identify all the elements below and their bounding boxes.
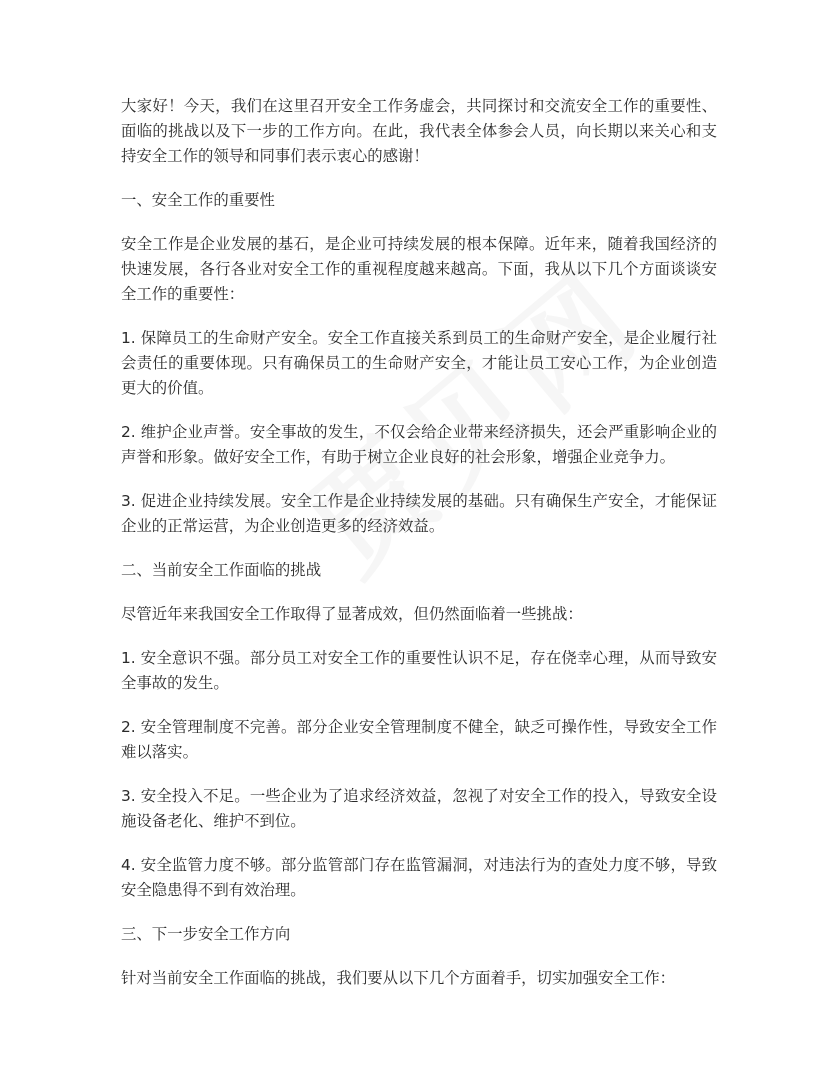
section2-item-2: 2. 安全管理制度不完善。部分企业安全管理制度不健全，缺乏可操作性，导致安全工作难以落实。 xyxy=(121,718,717,761)
section3-intro: 针对当前安全工作面临的挑战，我们要从以下几个方面着手，切实加强安全工作： xyxy=(121,969,676,987)
section2-item-1: 1. 安全意识不强。部分员工对安全工作的重要性认识不足，存在侥幸心理，从而导致安全事故的发生。 xyxy=(121,649,717,692)
section1-item-3: 3. 促进企业持续发展。安全工作是企业持续发展的基础。只有确保生产安全，才能保证企业的正常运营，为企业创造更多的经济效益。 xyxy=(121,492,717,535)
document-body xyxy=(121,94,717,1010)
section2-item-3: 3. 安全投入不足。一些企业为了追求经济效益，忽视了对安全工作的投入，导致安全设施设备老化、维护不到位。 xyxy=(121,787,717,830)
section2-intro: 尽管近年来我国安全工作取得了显著成效，但仍然面临着一些挑战： xyxy=(121,605,583,623)
section2-heading: 二、当前安全工作面临的挑战 xyxy=(121,561,322,579)
section3-heading: 三、下一步安全工作方向 xyxy=(121,925,291,943)
section1-item-1: 1. 保障员工的生命财产安全。安全工作直接关系到员工的生命财产安全，是企业履行社会责任的重要体现。只有确保员工的生命财产安全，才能让员工安心工作，为企业创造更大的价值。 xyxy=(121,329,717,397)
section1-heading: 一、安全工作的重要性 xyxy=(121,191,275,209)
section2-item-4: 4. 安全监管力度不够。部分监管部门存在监管漏洞，对违法行为的查处力度不够，导致安全隐患得不到有效治理。 xyxy=(121,856,717,899)
section1-item-2: 2. 维护企业声誉。安全事故的发生，不仅会给企业带来经济损失，还会严重影响企业的声誉和形象。做好安全工作，有助于树立企业良好的社会形象，增强企业竞争力。 xyxy=(121,423,717,466)
section1-intro: 安全工作是企业发展的基石，是企业可持续发展的根本保障。近年来，随着我国经济的快速发展，各行各业对安全工作的重视程度越来越高。下面，我从以下几个方面谈谈安全工作的重要性： xyxy=(121,235,717,303)
intro-paragraph: 大家好！今天，我们在这里召开安全工作务虚会，共同探讨和交流安全工作的重要性、面临的挑战以及下一步的工作方向。在此，我代表全体参会人员，向长期以来关心和支持安全工作的领导和同事们表示衷心的感谢！ xyxy=(121,97,717,165)
